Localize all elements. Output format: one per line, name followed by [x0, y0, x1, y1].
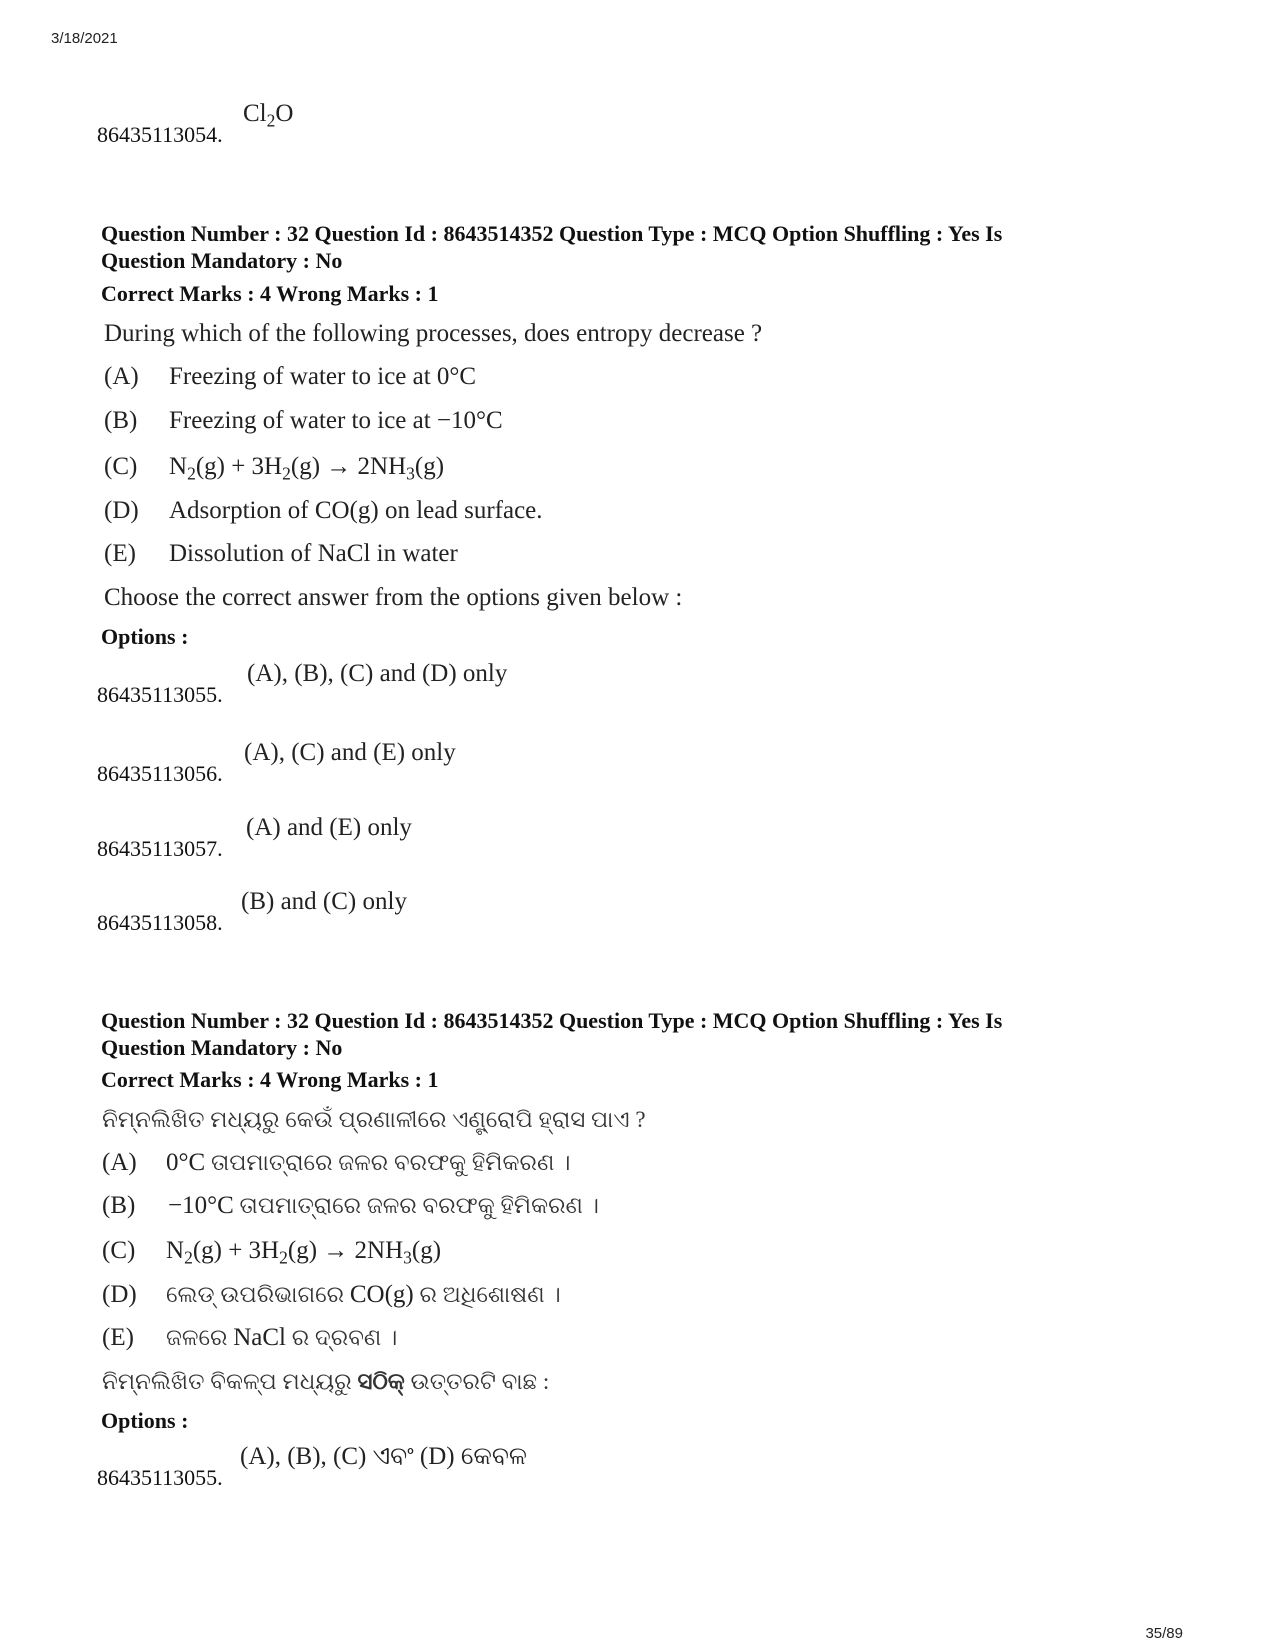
choice-equation: $N_2(g) + 3H_2(g) \to 2NH_3(g)$	[169, 453, 445, 484]
choice-label: (D)	[102, 1281, 137, 1308]
choice-text: Adsorption of CO(g) on lead surface.	[169, 497, 543, 524]
choice-row-b	[102, 1192, 600, 1220]
options-heading: Options :	[101, 1408, 189, 1433]
choice-label: (A)	[102, 1149, 137, 1176]
instruction-text: ନିମ୍ନଲିଖିତ ବିକଳ୍ପ ମଧ୍ୟରୁ ସଠିକ୍ ଉତ୍ତରଟି ବାଛ :	[102, 1369, 550, 1394]
question-header-line1: Question Number : 32 Question Id : 8643514352 Question Type : MCQ Option Shuffling : Yes Is	[101, 221, 1003, 246]
choice-row-d	[104, 497, 543, 525]
choice-row-d	[102, 1281, 561, 1309]
choice-label: (A)	[104, 363, 139, 390]
option-text: (A) and (E) only	[246, 814, 412, 841]
choice-label: (E)	[104, 540, 136, 567]
choice-row-a	[104, 363, 477, 391]
option-id: 86435113057.	[97, 836, 223, 861]
question-header	[101, 1007, 1181, 1061]
choice-label: (C)	[102, 1237, 136, 1264]
choice-row-e	[102, 1324, 398, 1352]
choice-text: Freezing of water to ice at −10°C	[169, 407, 503, 434]
choice-label: (C)	[104, 453, 138, 480]
option-id: 86435113056.	[97, 761, 223, 786]
option-text: (A), (C) and (E) only	[244, 739, 456, 766]
choice-label: (B)	[104, 407, 138, 434]
choice-text: ଲେଡ୍ ଉପରିଭାଗରେ CO(g) ର ଅଧିଶୋଷଣ ।	[166, 1281, 561, 1308]
choice-row-a	[102, 1149, 571, 1177]
print-date: 3/18/2021	[51, 30, 118, 47]
choice-text: Freezing of water to ice at 0°C	[169, 363, 477, 390]
choice-text: Dissolution of NaCl in water	[169, 540, 458, 567]
question-header-line2: Question Mandatory : No	[101, 248, 343, 273]
question-text: ନିମ୍ନଲିଖିତ ମଧ୍ୟରୁ କେଉଁ ପ୍ରଣାଳୀରେ ଏଣ୍ଟ୍ରୋପି ହ୍ରାସ ପାଏ ?	[102, 1107, 646, 1132]
question-marks: Correct Marks : 4 Wrong Marks : 1	[101, 1067, 439, 1092]
question-header-line1: Question Number : 32 Question Id : 8643514352 Question Type : MCQ Option Shuffling : Yes Is	[101, 1008, 1003, 1033]
choice-text: 0°C ତାପମାତ୍ରାରେ ଜଳର ବରଫକୁ ହିମିକରଣ ।	[166, 1149, 571, 1176]
options-heading: Options :	[101, 624, 189, 649]
choice-row-e	[104, 540, 458, 568]
question-header	[101, 220, 1181, 274]
page-number: 35/89	[1145, 1625, 1183, 1642]
option-text: (A), (B), (C) and (D) only	[247, 660, 508, 687]
choice-equation: $N_2(g) + 3H_2(g) \to 2NH_3(g)$	[166, 1237, 442, 1268]
question-header-line2: Question Mandatory : No	[101, 1035, 343, 1060]
choice-text: ଜଳରେ NaCl ର ଦ୍ରବଣ ।	[166, 1324, 398, 1351]
choice-label: (E)	[102, 1324, 134, 1351]
choice-label: (D)	[104, 497, 139, 524]
choice-row-b	[104, 407, 503, 435]
option-text: (A), (B), (C) ଏବଂ (D) କେବଳ	[240, 1443, 527, 1470]
choice-row-c	[102, 1237, 442, 1268]
choice-row-c	[104, 453, 445, 484]
option-id: 86435113055.	[97, 1465, 223, 1490]
question-marks: Correct Marks : 4 Wrong Marks : 1	[101, 281, 439, 306]
option-formula: $Cl_2O$	[243, 100, 294, 131]
instruction-text: Choose the correct answer from the options given below :	[104, 584, 683, 611]
question-text: During which of the following processes, does entropy decrease ?	[104, 320, 763, 347]
option-id: 86435113054.	[97, 122, 223, 147]
choice-text: −10°C ତାପମାତ୍ରାରେ ଜଳର ବରଫକୁ ହିମିକରଣ ।	[168, 1192, 600, 1219]
option-id: 86435113055.	[97, 682, 223, 707]
option-id: 86435113058.	[97, 910, 223, 935]
option-text: (B) and (C) only	[241, 888, 407, 915]
choice-label: (B)	[102, 1192, 136, 1219]
